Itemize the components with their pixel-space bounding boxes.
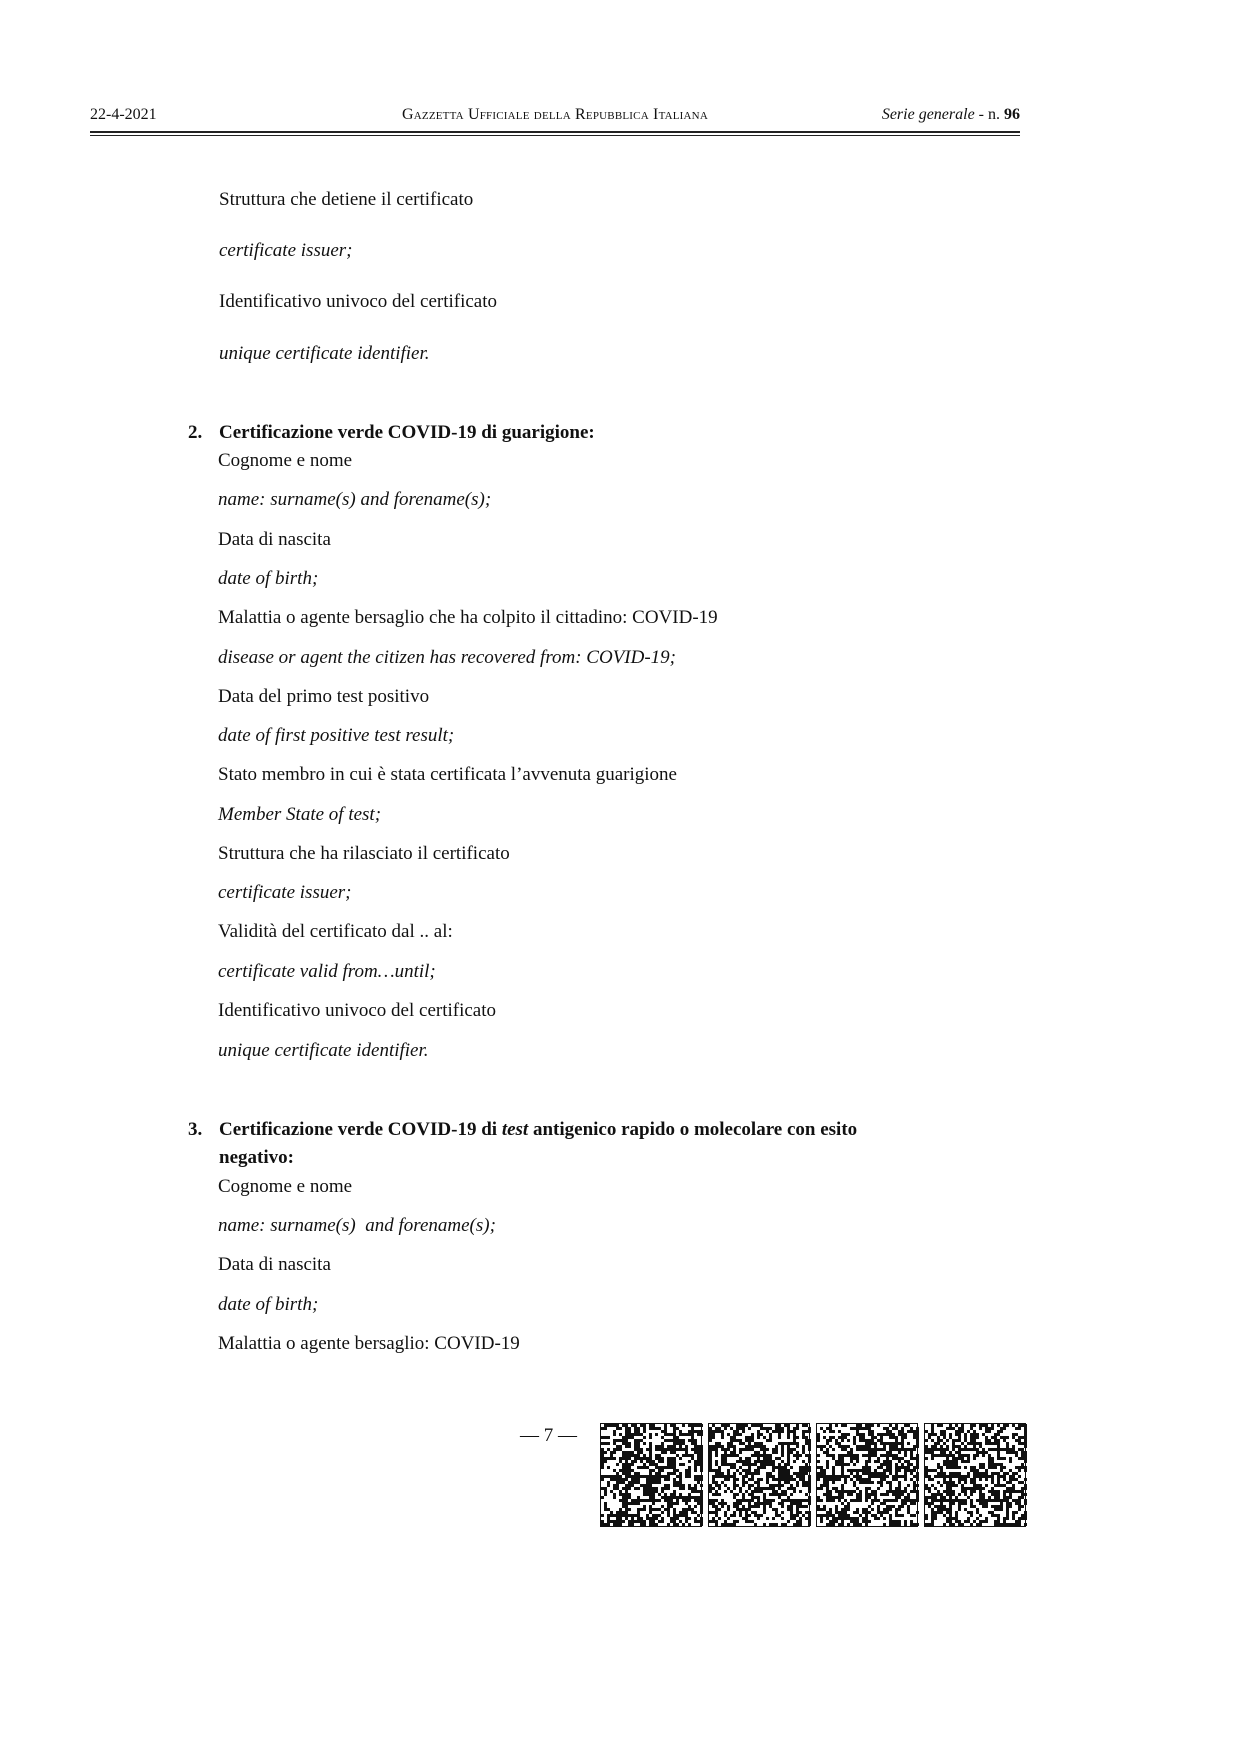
s2-line-11: certificate issuer; [218, 882, 352, 903]
s2-line-2: Data di nascita [218, 529, 331, 550]
section-3-heading-part2: antigenico rapido o molecolare con esito [528, 1119, 858, 1140]
s1-line-1: certificate issuer; [219, 240, 353, 261]
section-3-heading-line2: negativo: [219, 1147, 294, 1168]
s1-line-2: Identificativo univoco del certificato [219, 291, 498, 312]
section-3-heading-part1: Certificazione verde COVID-19 di [219, 1119, 502, 1140]
section-3-heading [219, 1118, 857, 1142]
s3-line-1: name: surname(s) and forename(s); [218, 1215, 496, 1236]
s2-line-14: Identificativo univoco del certificato [218, 1000, 497, 1021]
s2-line-13: certificate valid from…until; [218, 961, 436, 982]
s2-line-5: disease or agent the citizen has recovered from: COVID-19; [218, 647, 677, 668]
s3-line-3: date of birth; [218, 1294, 319, 1315]
header-publication-title: Gazzetta Ufficiale della Repubblica Italiana [402, 106, 708, 123]
page-header [90, 106, 1020, 130]
s3-line-4: Malattia o agente bersaglio: COVID-19 [218, 1333, 520, 1354]
header-series-label: Serie generale [881, 106, 975, 123]
section-3-heading-italic: test [501, 1119, 529, 1140]
s3-line-0: Cognome e nome [218, 1176, 353, 1197]
s2-line-10: Struttura che ha rilasciato il certificato [218, 843, 510, 864]
s3-line-2: Data di nascita [218, 1254, 331, 1275]
s2-line-7: date of first positive test result; [218, 725, 455, 746]
page-number: — 7 — [520, 1425, 577, 1446]
s2-line-1: name: surname(s) and forename(s); [218, 489, 492, 510]
s1-line-0: Struttura che detiene il certificato [219, 189, 474, 210]
s2-line-3: date of birth; [218, 568, 319, 589]
header-issue-number: 96 [1004, 106, 1020, 123]
barcode-strip [600, 1423, 1030, 1527]
s2-line-6: Data del primo test positivo [218, 686, 430, 707]
header-series [882, 106, 1020, 124]
s2-line-4: Malattia o agente bersaglio che ha colpito il cittadino: COVID-19 [218, 607, 718, 628]
s2-line-9: Member State of test; [218, 804, 382, 825]
section-2-heading: Certificazione verde COVID-19 di guarigione: [219, 422, 595, 443]
s2-line-0: Cognome e nome [218, 450, 353, 471]
s2-line-8: Stato membro in cui è stata certificata l’avvenuta guarigione [218, 764, 677, 785]
s2-line-15: unique certificate identifier. [218, 1040, 429, 1061]
section-3-number: 3. [188, 1119, 203, 1140]
section-2-number: 2. [188, 422, 203, 443]
s2-line-12: Validità del certificato dal .. al: [218, 921, 453, 942]
s1-line-3: unique certificate identifier. [219, 343, 430, 364]
header-series-separator: - n. [974, 106, 1004, 123]
header-rule-bottom [90, 135, 1020, 136]
header-date: 22-4-2021 [90, 106, 157, 123]
header-rule-top [90, 131, 1020, 133]
